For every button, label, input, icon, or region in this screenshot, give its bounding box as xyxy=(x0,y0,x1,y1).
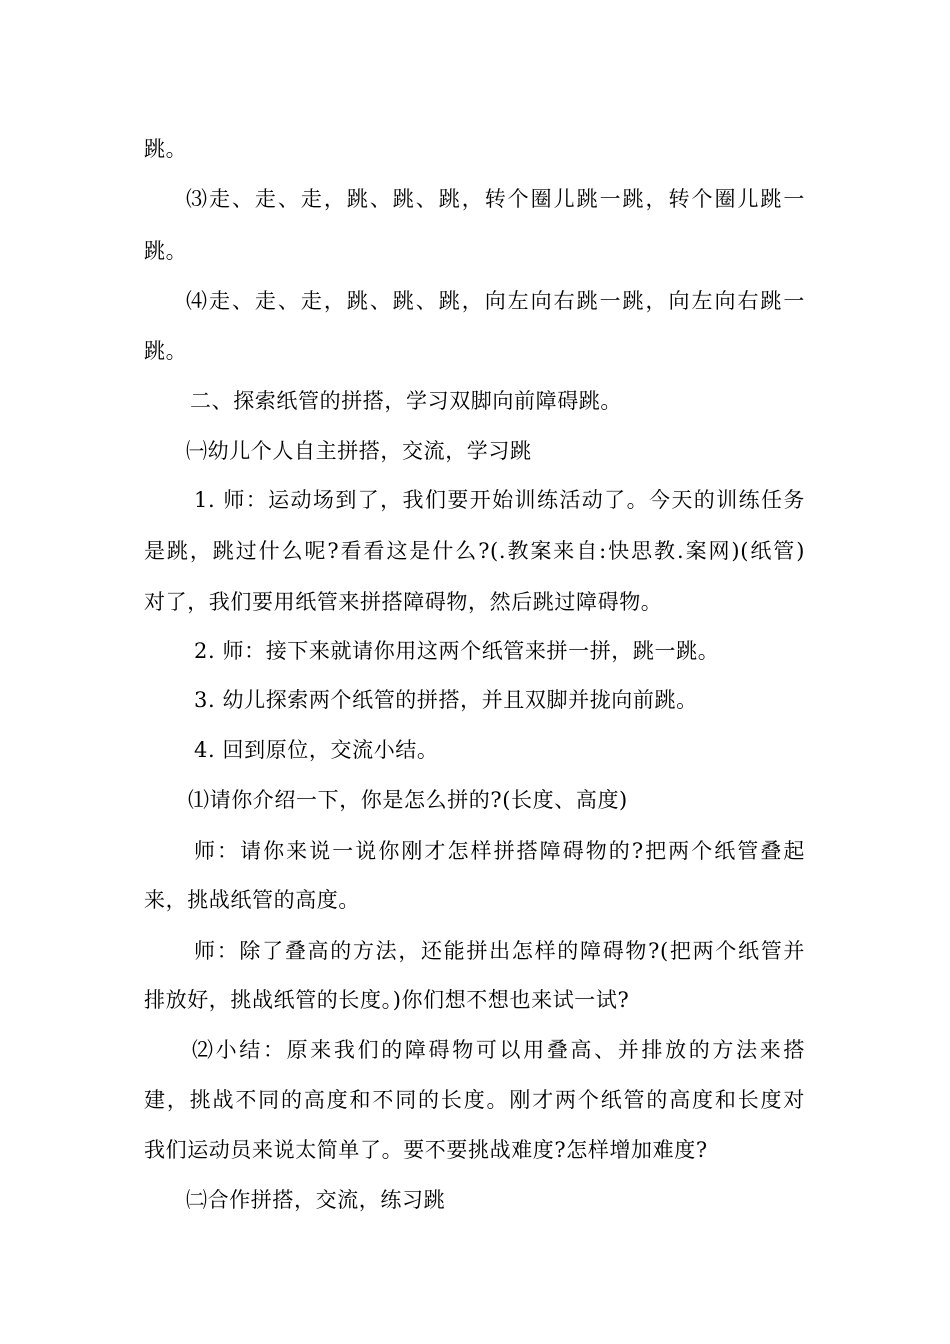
subsection-heading: ㈡合作拼搭，交流，练习跳 xyxy=(186,1188,446,1212)
text-line: 排放好，挑战纸管的长度。)你们想不想也来试一试? xyxy=(144,988,630,1012)
text-line: ⑴请你介绍一下，你是怎么拼的?(长度、高度) xyxy=(188,788,628,812)
text-line: 2. 师：接下来就请你用这两个纸管来拼一拼，跳一跳。 xyxy=(194,639,720,663)
text-line: 来，挑战纸管的高度。 xyxy=(144,888,360,912)
text-line: 跳。 xyxy=(144,239,188,263)
text-line: 是跳，跳过什么呢?看看这是什么?(.教案来自:快思教.案网)(纸管) xyxy=(144,539,805,563)
text-line: ⑵小结：原来我们的障碍物可以用叠高、并排放的方法来搭 xyxy=(192,1038,805,1062)
text-line: 师：请你来说一说你刚才怎样拼搭障碍物的?把两个纸管叠起 xyxy=(194,839,805,863)
subsection-heading: ㈠幼儿个人自主拼搭，交流，学习跳 xyxy=(186,439,532,463)
text-line: 3. 幼儿探索两个纸管的拼搭，并且双脚并拢向前跳。 xyxy=(194,688,698,712)
text-line: ⑶走、走、走，跳、跳、跳，转个圈儿跳一跳，转个圈儿跳一 xyxy=(186,187,805,211)
text-line: 师：除了叠高的方法，还能拼出怎样的障碍物?(把两个纸管并 xyxy=(194,939,805,963)
text-line: 我们运动员来说太简单了。要不要挑战难度?怎样增加难度? xyxy=(144,1138,708,1162)
text-line: 1. 师：运动场到了，我们要开始训练活动了。今天的训练任务 xyxy=(194,488,805,512)
text-line: 跳。 xyxy=(144,137,188,161)
text-line: 建，挑战不同的高度和不同的长度。刚才两个纸管的高度和长度对 xyxy=(144,1088,805,1112)
text-line: ⑷走、走、走，跳、跳、跳，向左向右跳一跳，向左向右跳一 xyxy=(186,289,805,313)
text-line: 4. 回到原位，交流小结。 xyxy=(194,738,439,762)
section-heading: 二、探索纸管的拼搭，学习双脚向前障碍跳。 xyxy=(190,389,622,413)
text-line: 跳。 xyxy=(144,339,188,363)
text-line: 对了，我们要用纸管来拼搭障碍物，然后跳过障碍物。 xyxy=(144,590,663,614)
